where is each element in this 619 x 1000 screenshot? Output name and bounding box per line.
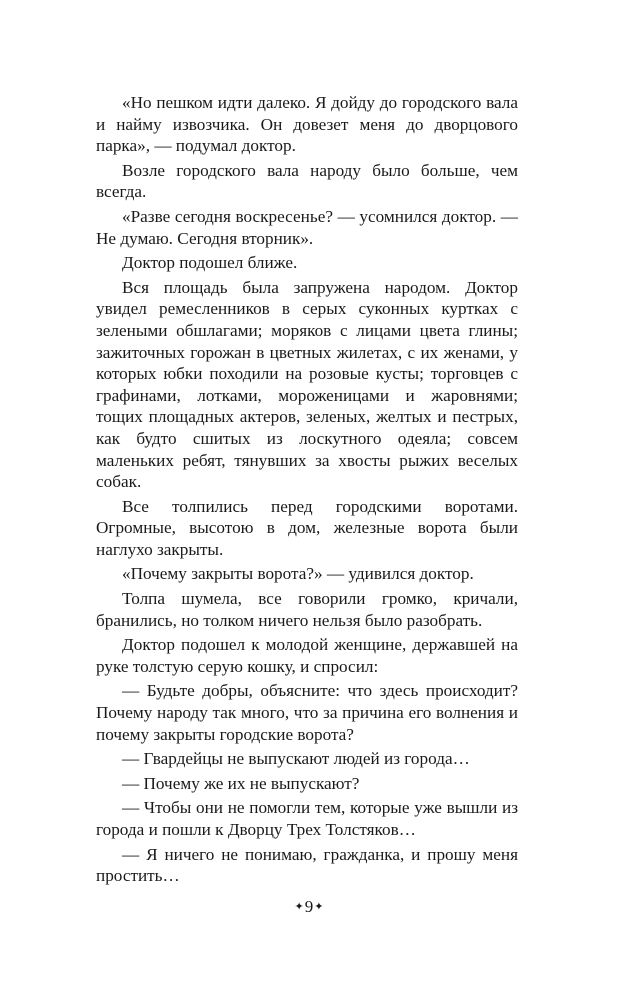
paragraph: — Будьте добры, объясните: что здесь происходит? Почему народу так много, что за причина его волнения и почему закрыты городские ворота? [96, 681, 518, 744]
paragraph: «Но пешком идти далеко. Я дойду до городского вала и найму извозчика. Он довезет меня до дворцового парка», — подумал доктор. [96, 93, 518, 156]
paragraph: Все толпились перед городскими воротами. Огромные, высотою в дом, железные ворота были наглухо закрыты. [96, 496, 518, 559]
ornament-left-icon: ✦ [294, 901, 305, 913]
page-body [96, 92, 518, 890]
paragraph: — Чтобы они не помогли тем, которые уже вышли из города и пошли к Дворцу Трех Толстяков… [96, 798, 518, 839]
paragraph: — Я ничего не понимаю, гражданка, и прошу меня простить… [96, 844, 518, 886]
paragraph: «Почему закрыты ворота?» — удивился доктор. [122, 564, 474, 584]
paragraph: — Гвардейцы не выпускают людей из города… [122, 749, 470, 769]
page-number-footer [0, 897, 619, 917]
paragraph: Доктор подошел к молодой женщине, державшей на руке толстую серую кошку, и спросил: [96, 635, 518, 676]
paragraph: Толпа шумела, все говорили громко, кричали, бранились, но толком ничего нельзя было разобрать. [96, 589, 518, 630]
paragraph: «Разве сегодня воскресенье? — усомнился доктор. — Не думаю. Сегодня вторник». [96, 206, 518, 248]
paragraph: Вся площадь была запружена народом. Доктор увидел ремесленников в серых суконных куртках с зелеными обшлагами; моряков с лицами цвета глины; зажиточных горожан в цветных жилетах, с их женами, у которых юбки походили на розовые кусты; торговцев с графинами, лотками, мороженицами и жаровнями; тощих площадных актеров, зеленых, желтых и пестрых, как будто сшитых из лоскутного одеяла; совсем маленьких ребят, тянувших за хвосты рыжих веселых собак. [96, 277, 518, 492]
paragraph: — Почему же их не выпускают? [122, 773, 360, 793]
page-number: 9 [304, 897, 315, 916]
ornament-right-icon: ✦ [314, 901, 325, 913]
paragraph: Возле городского вала народу было больше, чем всегда. [96, 160, 518, 202]
paragraph: Доктор подошел ближе. [122, 253, 298, 273]
